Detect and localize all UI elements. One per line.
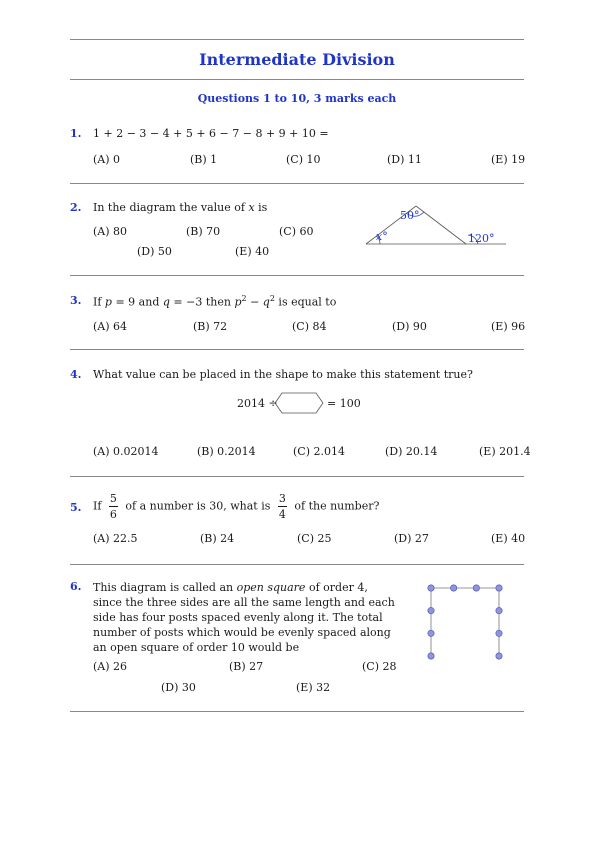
fraction-three-quarters: $\frac{3}{4}$ [278,492,286,521]
option-e: (E) 40 [491,532,526,545]
triangle-diagram [360,200,510,250]
option-a: (A) 64 [93,320,128,333]
option-c: (C) 10 [286,153,321,166]
question-text: What value can be placed in the shape to make this statement true? [93,368,473,381]
option-d: (D) 50 [137,245,172,258]
option-b: (B) 72 [193,320,228,333]
option-b: (B) 24 [200,532,235,545]
post-dot [428,630,434,636]
question-number: 3. [70,294,82,307]
option-d: (D) 20.14 [385,445,438,458]
option-c: (C) 25 [297,532,332,545]
post-dot [496,653,502,659]
option-d: (D) 27 [394,532,429,545]
option-e: (E) 19 [491,153,526,166]
option-b: (B) 0.2014 [197,445,256,458]
option-b: (B) 27 [229,660,264,673]
post-dot [496,607,502,613]
option-c: (C) 2.014 [293,445,345,458]
question-text: This diagram is called an open square of order 4, since the three sides are all the same length and each side has four posts spaced evenly along it. The total number of posts which would be evenly spaced along an open square of order 10 would be [93,581,395,654]
angle-ext-label: 120° [468,232,495,245]
divider [70,183,524,184]
option-a: (A) 0.02014 [93,445,159,458]
equation-right: = 100 [327,397,361,410]
question-text: 1 + 2 − 3 − 4 + 5 + 6 − 7 − 8 + 9 + 10 = [93,127,329,140]
option-d: (D) 90 [392,320,427,333]
post-dot [496,630,502,636]
option-e: (E) 32 [296,681,331,694]
option-e: (E) 40 [235,245,270,258]
post-dot [473,585,479,591]
question-number: 1. [70,127,82,140]
question-number: 6. [70,580,82,593]
post-dot [428,607,434,613]
page-title: Intermediate Division [199,50,395,69]
divider [70,564,524,565]
divider [70,275,524,276]
post-dot [428,585,434,591]
question-text: In the diagram the value of x is [93,201,268,214]
option-d: (D) 30 [161,681,196,694]
divider [70,349,524,350]
angle-x-label: x° [376,230,388,243]
post-dot [496,585,502,591]
question-number: 4. [70,368,82,381]
option-a: (A) 26 [93,660,128,673]
hexagon-shape [274,392,324,414]
title-rule [70,79,524,80]
question-text: If $\frac{5}{6}$ of a number is 30, what is $\frac{3}{4}$ of the number? [93,492,380,521]
post-dot [450,585,456,591]
option-a: (A) 0 [93,153,121,166]
angle-top-label: 50° [400,209,420,222]
option-d: (D) 11 [387,153,422,166]
option-e: (E) 96 [491,320,526,333]
option-a: (A) 80 [93,225,128,238]
divider [70,711,524,712]
option-c: (C) 84 [292,320,327,333]
divider [70,476,524,477]
section-subtitle: Questions 1 to 10, 3 marks each [197,92,397,105]
question-number: 5. [70,501,82,514]
option-b: (B) 70 [186,225,221,238]
option-e: (E) 201.4 [479,445,531,458]
option-b: (B) 1 [190,153,218,166]
top-rule [70,39,524,40]
post-dot [428,653,434,659]
question-text: If p = 9 and q = −3 then $p^2 - q^2$ is equal to [93,294,337,309]
equation-left: 2014 ÷ [237,397,278,410]
option-c: (C) 28 [362,660,397,673]
question-number: 2. [70,201,82,214]
open-square-diagram [425,582,505,662]
option-c: (C) 60 [279,225,314,238]
option-a: (A) 22.5 [93,532,138,545]
fraction-five-sixths: $\frac{5}{6}$ [109,492,117,521]
